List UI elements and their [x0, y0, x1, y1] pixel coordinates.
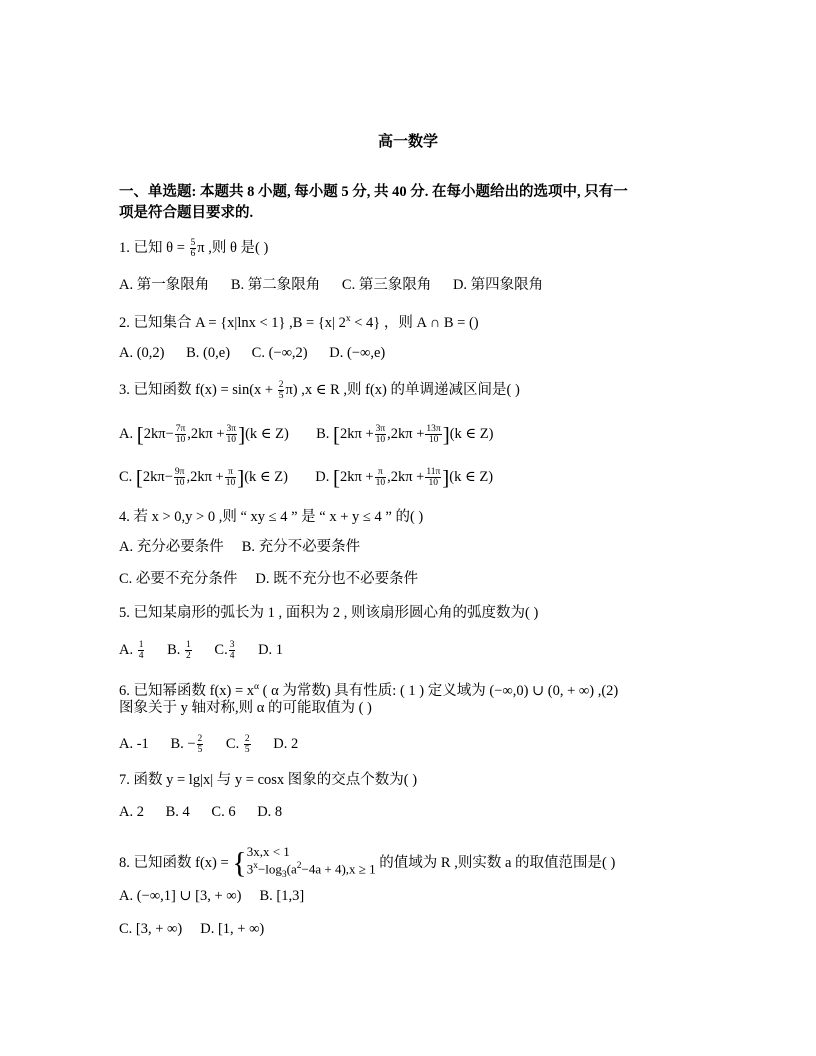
q3-c-frac1-num: 9π: [174, 467, 185, 477]
q7-option-b[interactable]: B. 4: [165, 804, 190, 820]
q3-a-frac2: [226, 424, 238, 445]
q6-options: [119, 734, 316, 755]
q5-a-frac: [138, 640, 145, 661]
q8-case2-arg: (a: [286, 861, 297, 877]
q3-option-d[interactable]: [315, 465, 494, 490]
q5-a-num: 1: [138, 640, 144, 650]
q3-b-upper: ,2kπ +: [387, 425, 425, 442]
q5-c-frac: [229, 640, 236, 661]
q3-c-upper: ,2kπ +: [186, 468, 224, 485]
q6-option-c-label: C.: [225, 735, 240, 752]
left-bracket-icon: [: [135, 465, 143, 490]
question-6: [119, 678, 618, 700]
q3-d-frac2: [425, 467, 441, 488]
q5-a-den: 4: [138, 651, 144, 661]
q3-c-frac1: [174, 467, 186, 488]
q6-option-a[interactable]: A. -1: [119, 735, 149, 752]
q3-options-cd: [119, 467, 493, 488]
question-4: 4. 若 x > 0,y > 0 ,则 “ xy ≤ 4 ” 是 “ x + y ≤ 4 ” 的( ): [119, 509, 424, 525]
q5-option-b[interactable]: [167, 640, 193, 661]
q6-c-frac: [244, 734, 251, 755]
q6-b-num: 2: [197, 734, 203, 744]
left-bracket-icon: [: [333, 422, 340, 447]
q3-d-frac2-num: 11π: [426, 467, 441, 477]
question-7: 7. 函数 y = lg|x| 与 y = cosx 图象的交点个数为( ): [119, 772, 418, 788]
q6-c-num: 2: [244, 734, 250, 744]
q6-exponent: α: [254, 682, 260, 692]
q3-a-tail: (k ∈ Z): [245, 425, 289, 442]
right-bracket-icon: ]: [238, 422, 246, 447]
q8-options-ab: [119, 887, 322, 905]
left-bracket-icon: [: [332, 465, 340, 490]
page-title: 高一数学: [377, 134, 438, 150]
q3-option-c-label: C.: [119, 468, 133, 485]
q2-option-a[interactable]: A. (0,2): [119, 345, 165, 361]
q3-a-frac1: [175, 424, 187, 445]
q2-option-d[interactable]: D. (−∞,e): [329, 345, 386, 361]
q8-options-cd: [119, 920, 282, 938]
question-5: 5. 已知某扇形的弧长为 1 , 面积为 2 , 则该扇形圆心角的弧度数为( ): [119, 605, 539, 621]
q7-option-d[interactable]: D. 8: [257, 804, 283, 820]
q2-option-b[interactable]: B. (0,e): [186, 345, 231, 361]
q3-fraction: [278, 380, 285, 401]
q3-b-frac1-num: 3π: [375, 424, 386, 434]
q3-c-lower: 2kπ−: [142, 468, 173, 485]
q8-option-a[interactable]: A. (−∞,1] ∪ [3, + ∞): [119, 888, 242, 904]
q4-option-a[interactable]: A. 充分必要条件: [119, 539, 224, 555]
q6-option-b-label: B. −: [170, 735, 196, 752]
q4-option-d[interactable]: D. 既不充分也不必要条件: [255, 571, 419, 587]
q3-b-frac1-den: 10: [375, 435, 386, 445]
q2-exponent: x: [345, 314, 351, 324]
q3-option-c[interactable]: [119, 465, 292, 490]
q3-frac-den: 5: [278, 391, 284, 401]
q3-stem-post: π) ,x ∈ R ,则 f(x) 的单调递减区间是( ): [285, 381, 520, 398]
q3-d-lower: 2kπ +: [339, 468, 374, 485]
q7-options: [119, 803, 300, 821]
q1-frac-den: 6: [190, 249, 196, 259]
q5-option-c[interactable]: [214, 640, 236, 661]
q3-d-frac1-num: π: [375, 467, 387, 478]
q3-d-upper: ,2kπ +: [387, 468, 425, 485]
q3-b-tail: (k ∈ Z): [449, 425, 494, 442]
q5-c-den: 4: [229, 651, 235, 661]
q3-a-frac2-num: 3π: [226, 424, 237, 434]
q6-stem-post: ( α 为常数) 具有性质: ( 1 ) 定义域为 (−∞,0) ∪ (0, + ∞) ,(2): [259, 682, 619, 699]
q1-stem-pre: 1. 已知 θ =: [119, 239, 185, 256]
q2-stem: 2. 已知集合 A = {x|lnx < 1} ,B = {x| 2: [119, 314, 346, 331]
right-bracket-icon: ]: [442, 465, 450, 490]
q1-option-a[interactable]: A. 第一象限角: [119, 277, 210, 293]
q6-stem-pre: 6. 已知幂函数 f(x) = x: [119, 682, 255, 699]
q3-c-frac2-den: 10: [225, 478, 236, 488]
q3-c-frac2-num: π: [225, 467, 237, 478]
q5-c-num: 3: [229, 640, 235, 650]
question-8: [119, 844, 615, 883]
q4-options-cd: [119, 570, 436, 588]
q1-stem-post: π ,则 θ 是( ): [197, 239, 269, 256]
q3-option-d-label: D.: [315, 468, 330, 485]
section-heading-line2: 项是符合题目要求的.: [119, 205, 254, 221]
q8-piecewise: [247, 844, 376, 883]
q3-option-b-label: B.: [316, 425, 330, 442]
q6-c-den: 5: [244, 745, 250, 755]
q6-b-frac: [197, 734, 204, 755]
q8-option-d[interactable]: D. [1, + ∞): [200, 921, 265, 937]
q8-case2-logbase: 3: [281, 869, 287, 880]
q8-case2-rest: −4a + 4),x ≥ 1: [301, 861, 376, 877]
right-bracket-icon: ]: [237, 465, 245, 490]
q3-option-a-label: A.: [119, 425, 134, 442]
q1-fraction: [190, 238, 197, 259]
q7-option-a[interactable]: A. 2: [119, 804, 144, 820]
question-1: [119, 238, 268, 259]
q5-option-d[interactable]: D. 1: [258, 641, 284, 658]
q1-option-c[interactable]: C. 第三象限角: [341, 277, 432, 293]
q8-case-2: [247, 859, 376, 883]
q3-d-frac1-den: 10: [375, 478, 386, 488]
question-6-line2: 图象关于 y 轴对称,则 α 的可能取值为 ( ): [119, 700, 372, 716]
q2-stem-tail: < 4} ，则 A ∩ B = (): [350, 314, 479, 331]
q5-b-frac: [185, 640, 192, 661]
q8-case-1: 3x,x < 1: [246, 844, 290, 859]
q3-b-frac2: [425, 424, 441, 445]
q3-d-frac2-den: 10: [428, 478, 439, 488]
q4-option-c[interactable]: C. 必要不充分条件: [119, 571, 238, 587]
q2-options: [119, 344, 403, 362]
q5-option-a-label: A.: [119, 641, 134, 658]
q3-a-frac2-den: 10: [226, 435, 237, 445]
q6-b-den: 5: [197, 745, 203, 755]
q3-option-a[interactable]: [119, 422, 292, 447]
q1-options: [119, 276, 561, 294]
q5-option-b-label: B.: [167, 641, 181, 658]
q3-b-frac2-num: 13π: [426, 424, 441, 434]
q8-stem-pre: 8. 已知函数 f(x) =: [119, 854, 229, 871]
q7-option-c[interactable]: C. 6: [211, 804, 236, 820]
left-bracket-icon: [: [136, 422, 144, 447]
q3-b-frac1: [375, 424, 387, 445]
q3-d-tail: (k ∈ Z): [449, 468, 494, 485]
q5-option-a[interactable]: [119, 640, 145, 661]
q3-option-b[interactable]: [316, 422, 494, 447]
q3-c-frac1-den: 10: [174, 478, 185, 488]
q3-a-frac1-den: 10: [175, 435, 186, 445]
section-heading-line1: 一、单选题: 本题共 8 小题, 每小题 5 分, 共 40 分. 在每小题给出的选项中, 只有一: [119, 184, 628, 200]
q8-case2-log: −log: [257, 861, 282, 877]
q2-option-c[interactable]: C. (−∞,2): [251, 345, 308, 361]
q4-options-ab: [119, 538, 378, 556]
q3-a-upper: ,2kπ +: [187, 425, 225, 442]
q3-c-frac2: [225, 467, 237, 488]
q8-case2-base: 3: [246, 861, 254, 877]
question-2: [119, 310, 479, 332]
q3-a-lower: 2kπ−: [143, 425, 174, 442]
q3-b-frac2-den: 10: [428, 435, 439, 445]
question-3: [119, 380, 520, 401]
q1-option-d[interactable]: D. 第四象限角: [452, 277, 544, 293]
q4-option-b[interactable]: B. 充分不必要条件: [241, 539, 361, 555]
q3-frac-num: 2: [278, 380, 284, 390]
q5-options: [119, 640, 301, 661]
q8-option-b[interactable]: B. [1,3]: [259, 888, 305, 904]
left-brace-icon: {: [232, 846, 247, 880]
q6-option-c[interactable]: [226, 734, 252, 755]
right-bracket-icon: ]: [442, 422, 450, 447]
q3-options-ab: [119, 424, 493, 445]
q5-b-den: 2: [186, 651, 191, 661]
q5-option-c-label: C.: [214, 641, 228, 658]
q3-a-frac1-num: 7π: [175, 424, 186, 434]
q6-option-d[interactable]: D. 2: [273, 735, 299, 752]
q1-option-b[interactable]: B. 第二象限角: [230, 277, 321, 293]
q8-case2-square: 2: [296, 861, 302, 871]
q3-stem-pre: 3. 已知函数 f(x) = sin(x +: [119, 381, 274, 398]
q1-frac-num: 5: [190, 238, 196, 248]
q3-b-lower: 2kπ +: [340, 425, 374, 442]
q3-c-tail: (k ∈ Z): [244, 468, 288, 485]
q8-option-c[interactable]: C. [3, + ∞): [119, 921, 183, 937]
q5-b-num: 1: [186, 640, 191, 650]
q3-d-frac1: [375, 467, 387, 488]
q8-case2-exp: x: [253, 861, 258, 871]
q8-stem-post: 的值域为 R ,则实数 a 的取值范围是( ): [379, 854, 616, 871]
q6-option-b[interactable]: [170, 734, 204, 755]
